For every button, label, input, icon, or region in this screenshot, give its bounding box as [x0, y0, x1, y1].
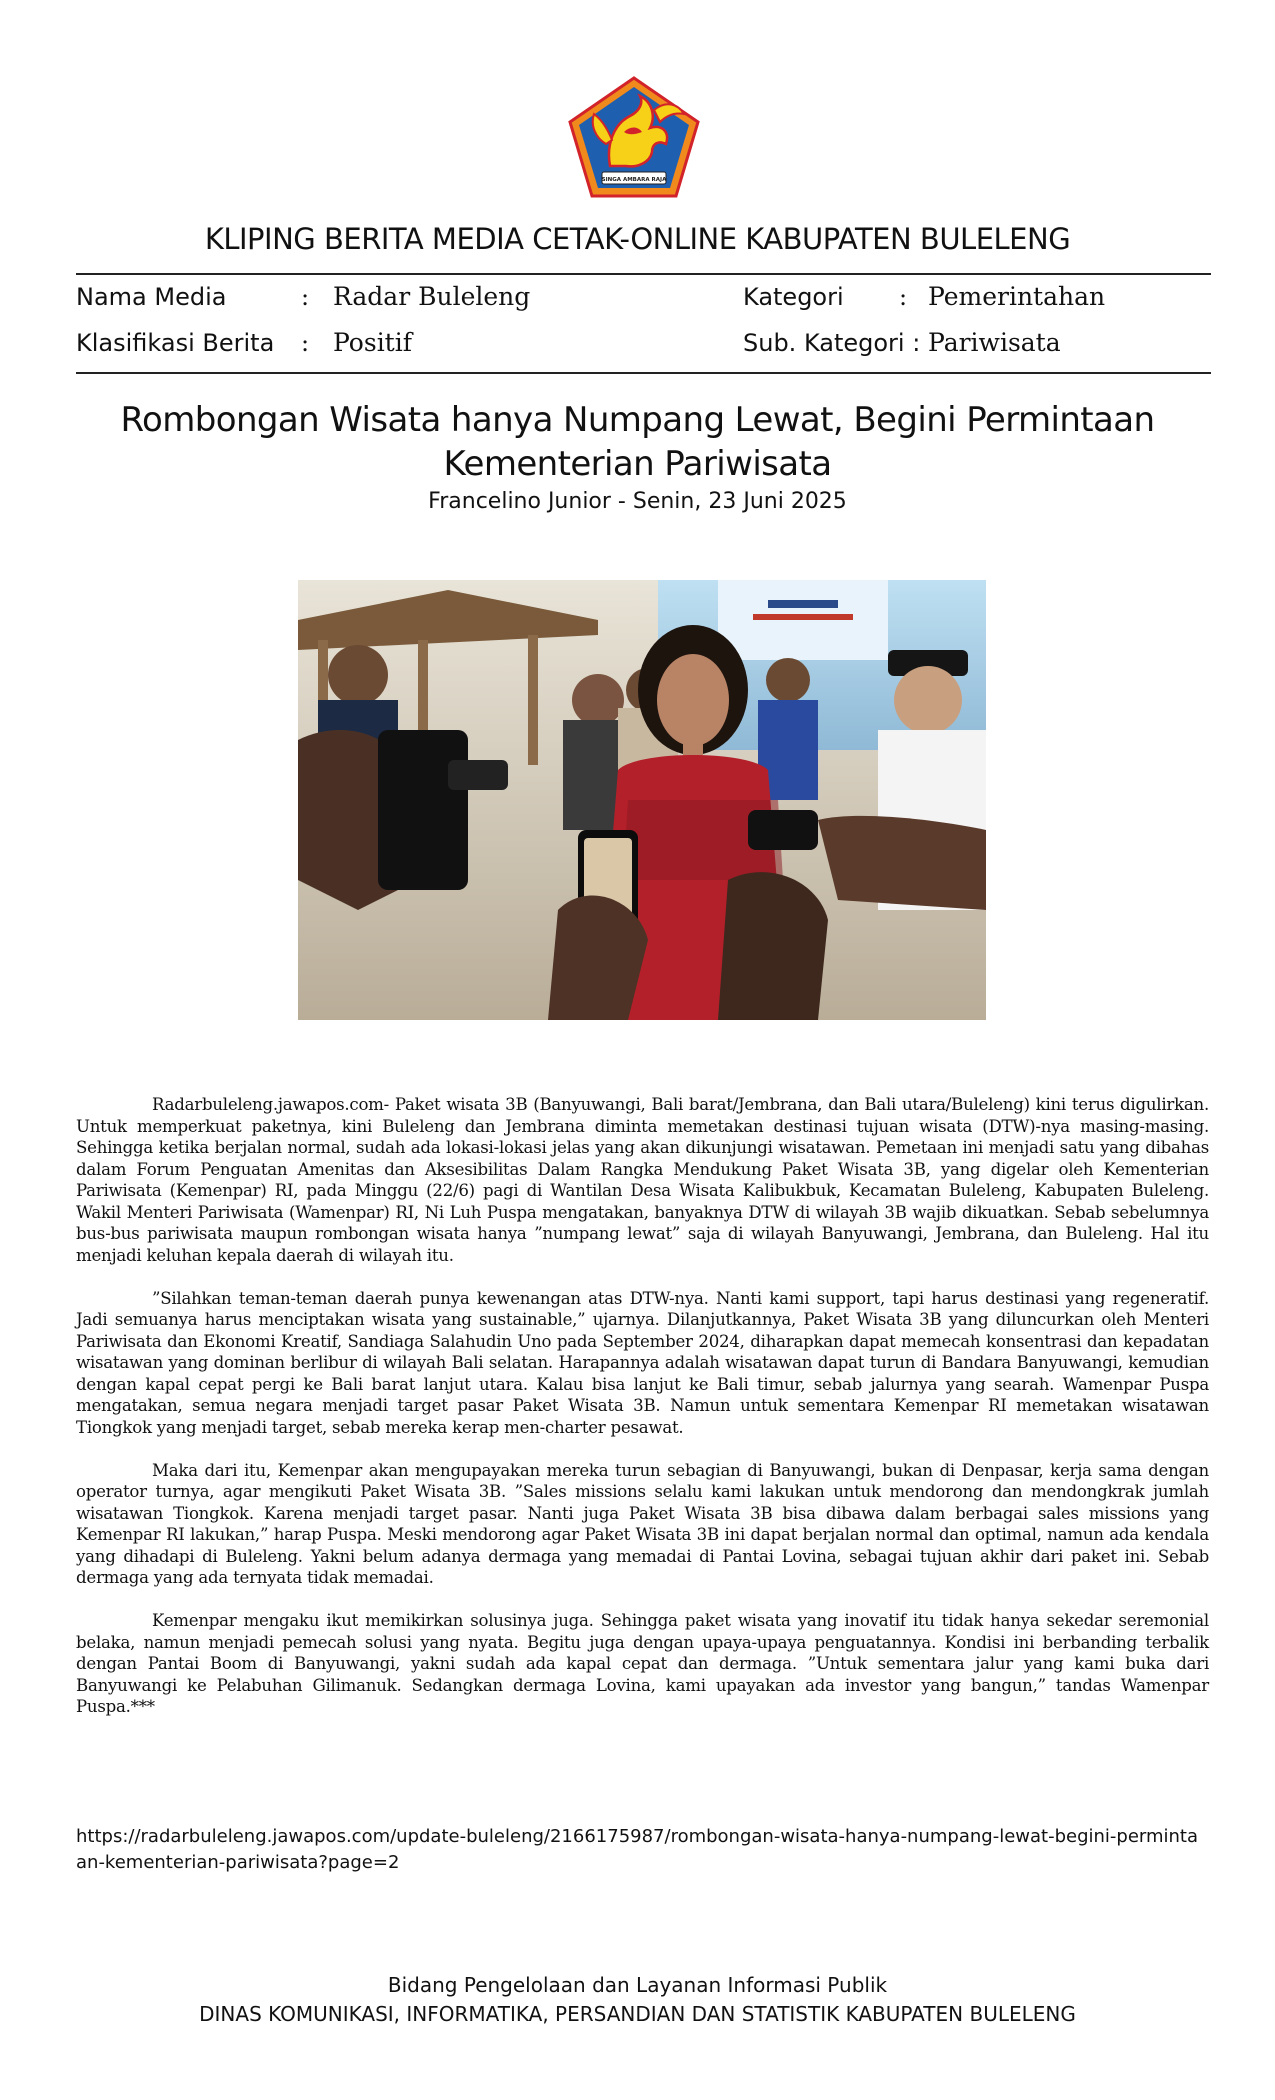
header-top-divider	[76, 273, 1211, 275]
article-paragraph: ”Silahkan teman-teman daerah punya kewenangan atas DTW-nya. Nanti kami support, tapi harus destinasi yang regeneratif. Jadi semuanya harus menciptakan wisata yang sustainable,” ujarnya. Dilanjutkannya, Paket Wisata 3B yang diluncurkan oleh Menteri Pariwisata dan Ekonomi Kreatif, Sandiaga Salahudin Uno pada September 2024, diharapkan dapat memecah konsentrasi dan kepadatan wisatawan yang dominan berlibur di wilayah Bali selatan. Harapannya adalah wisatawan dapat turun di Bandara Banyuwangi, kemudian dengan kapal cepat pergi ke Bali barat lanjut utara. Kalau bisa lanjut ke Bali timur, sebab jalurnya yang searah. Wamenpar Puspa mengatakan, semua negara menjadi target pasar Paket Wisata 3B. Namun untuk sementara Kemenpar RI memetakan wisatawan Tiongkok yang menjadi target, sebab mereka kerap men-charter pesawat.	[76, 1288, 1209, 1437]
news-photo	[298, 580, 986, 1020]
article-paragraph: Maka dari itu, Kemenpar akan mengupayakan mereka turun sebagian di Banyuwangi, bukan di Denpasar, kerja sama dengan operator turnya, agar mengikuti Paket Wisata 3B. ”Sales missions selalu kami lakukan untuk mendorong dan mendongkrak jumlah wisatawan Tiongkok. Karena menjadi target pasar. Nanti juga Paket Wisata 3B bisa dibawa dalam berbagai sales missions yang Kemenpar RI lakukan,” harap Puspa. Meski mendorong agar Paket Wisata 3B ini dapat berjalan normal dan optimal, namun ada kendala yang dihadapi di Buleleng. Yakni belum adanya dermaga yang memadai di Pantai Lovina, sebagai tujuan akhir dari paket ini. Sebab dermaga yang ada ternyata tidak memadai.	[76, 1460, 1209, 1587]
svg-text:SINGA AMBARA RAJA: SINGA AMBARA RAJA	[601, 177, 667, 183]
sub-kategori-label: Sub. Kategori :	[743, 329, 921, 357]
footer-agency: DINAS KOMUNIKASI, INFORMATIKA, PERSANDIAN DAN STATISTIK KABUPATEN BULELENG	[199, 2002, 1076, 2026]
meta-colon: :	[301, 283, 310, 311]
nama-media-label: Nama Media	[76, 283, 227, 311]
clipping-title: KLIPING BERITA MEDIA CETAK-ONLINE KABUPATEN BULELENG	[204, 222, 1071, 256]
nama-media-value: Radar Buleleng	[333, 282, 531, 311]
kategori-label: Kategori	[743, 283, 844, 311]
article-body	[76, 1094, 1209, 1739]
buleleng-emblem-logo	[566, 74, 702, 200]
meta-colon: :	[301, 329, 310, 357]
kategori-value: Pemerintahan	[928, 282, 1106, 311]
footer-division: Bidang Pengelolaan dan Layanan Informasi Publik	[387, 1973, 888, 1997]
article-paragraph: Radarbuleleng.jawapos.com- Paket wisata 3B (Banyuwangi, Bali barat/Jembrana, dan Bali utara/Buleleng) kini terus digulirkan. Untuk memperkuat paketnya, kini Buleleng dan Jembrana diminta memetakan destinasi tujuan wisata (DTW)-nya masing-masing. Sehingga ketika berjalan normal, sudah ada lokasi-lokasi jelas yang akan dikunjungi wisatawan. Pemetaan ini menjadi satu yang dibahas dalam Forum Penguatan Amenitas dan Aksesibilitas Dalam Rangka Mendukung Paket Wisata 3B, yang digelar oleh Kementerian Pariwisata (Kemenpar) RI, pada Minggu (22/6) pagi di Wantilan Desa Wisata Kalibukbuk, Kecamatan Buleleng, Kabupaten Buleleng. Wakil Menteri Pariwisata (Wamenpar) RI, Ni Luh Puspa mengatakan, banyaknya DTW di wilayah 3B wajib dikuatkan. Sebab sebelumnya bus-bus pariwisata maupun rombongan wisata hanya ”numpang lewat” saja di wilayah Banyuwangi, Jembrana, dan Buleleng. Hal itu menjadi keluhan kepala daerah di wilayah itu.	[76, 1095, 1209, 1265]
article-paragraph: Kemenpar mengaku ikut memikirkan solusinya juga. Sehingga paket wisata yang inovatif itu tidak hanya sekedar seremonial belaka, namun menjadi pemecah solusi yang nyata. Begitu juga dengan upaya-upaya penguatannya. Kondisi ini berbanding terbalik dengan Pantai Boom di Banyuwangi, yakni sudah ada kapal cepat dan dermaga. ”Untuk sementara jalur yang kami buka dari Banyuwangi ke Pelabuhan Gilimanuk. Sedangkan dermaga Lovina, kami upayakan ada investor yang bangun,” tandas Wamenpar Puspa.***	[76, 1611, 1209, 1716]
meta-colon: :	[899, 283, 908, 311]
klasifikasi-berita-label: Klasifikasi Berita	[76, 329, 275, 357]
header-bottom-divider	[76, 372, 1211, 374]
source-url-link[interactable]: https://radarbuleleng.jawapos.com/update-buleleng/2166175987/rombongan-wisata-hanya-numpang-lewat-begini-permintaan-kementerian-pariwisata?page=2	[76, 1826, 1199, 1873]
klasifikasi-berita-value: Positif	[333, 328, 412, 357]
article-byline: Francelino Junior - Senin, 23 Juni 2025	[428, 489, 847, 514]
sub-kategori-value: Pariwisata	[928, 328, 1061, 357]
article-headline: Rombongan Wisata hanya Numpang Lewat, Begini Permintaan Kementerian Pariwisata	[120, 400, 1155, 484]
